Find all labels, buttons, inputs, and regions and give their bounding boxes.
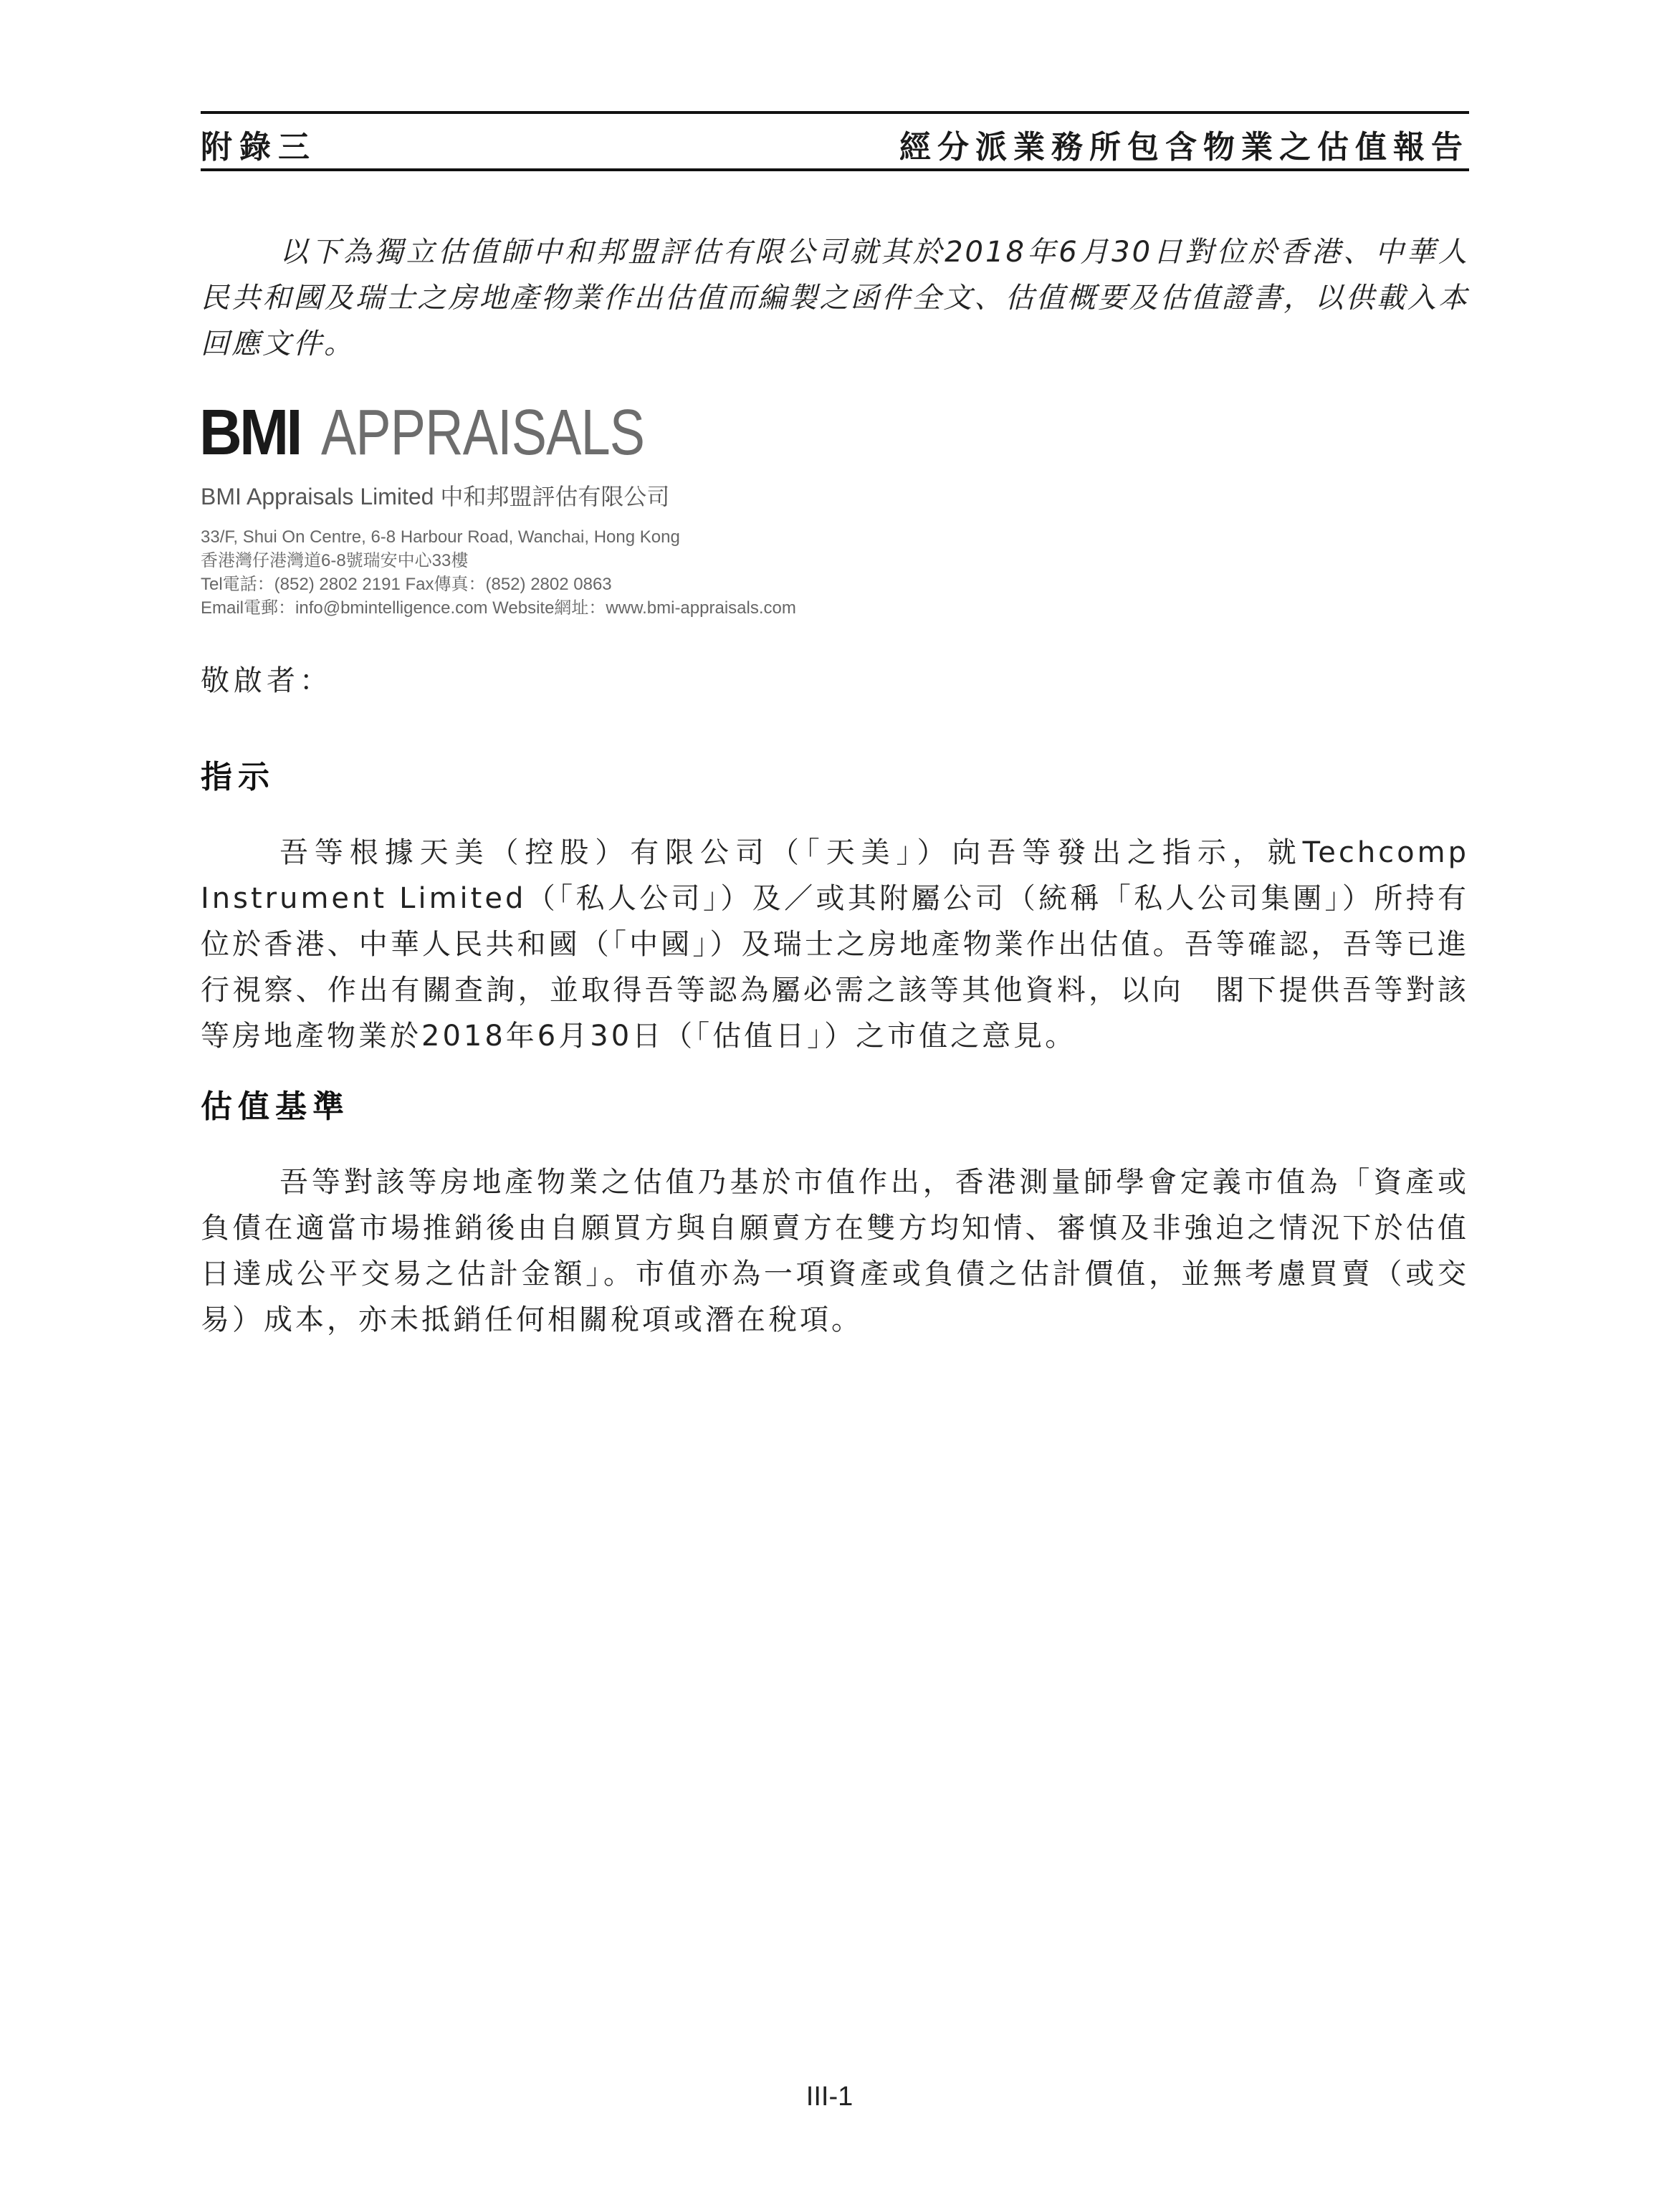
salutation: 敬啟者： (201, 664, 333, 697)
page-header (201, 111, 1469, 171)
section-body-instructions: 吾等根據天美（控股）有限公司（「天美」）向吾等發出之指示，就Techcomp Instrument Limited（「私人公司」）及／或其附屬公司（統稱「私人公司集團」）所持有位於香港、中華人民共和國（「中國」）及瑞士之房地產物業作出估值。吾等確認，吾等已進行視察、作出有關查詢，並取得吾等認為屬必需之該等其他資料，以向 閣下提供吾等對該等房地產物業於2018年6月30日（「估值日」）之市值之意見。 (201, 836, 1469, 1053)
section-heading-valuation-basis: 估值基準 (201, 1088, 350, 1125)
document-title: 經分派業務所包含物業之估值報告 (899, 129, 1469, 166)
email-website: Email電郵：info@bmintelligence.com Website網址：www.bmi-appraisals.com (201, 598, 796, 618)
company-name: BMI Appraisals Limited 中和邦盟評估有限公司 (201, 484, 670, 509)
bmi-logo (199, 396, 645, 470)
logo-bmi-text: BMI (199, 397, 300, 469)
address-chinese: 香港灣仔港灣道6-8號瑞安中心33樓 (201, 551, 469, 570)
page-number: III-1 (805, 2082, 854, 2112)
appendix-label: 附錄三 (201, 129, 317, 166)
section-heading-instructions: 指示 (201, 759, 275, 795)
contact-block (201, 525, 796, 620)
intro-paragraph: 以下為獨立估值師中和邦盟評估有限公司就其於2018年6月30日對位於香港、中華人民共和國及瑞士之房地產物業作出估值而編製之函件全文、估值概要及估值證書，以供載入本回應文件。 (201, 236, 1469, 360)
phone-fax: Tel電話：(852) 2802 2191 Fax傳真：(852) 2802 0863 (201, 575, 612, 594)
section-body-valuation-basis: 吾等對該等房地產物業之估值乃基於市值作出，香港測量師學會定義市值為「資產或負債在適當市場推銷後由自願買方與自願賣方在雙方均知情、審慎及非強迫之情況下於估值日達成公平交易之估計金額」。市值亦為一項資產或負債之估計價值，並無考慮買賣（或交易）成本，亦未抵銷任何相關稅項或潛在稅項。 (201, 1166, 1469, 1336)
address-english: 33/F, Shui On Centre, 6-8 Harbour Road, Wanchai, Hong Kong (201, 527, 680, 547)
logo-appraisals-text: APPRAISALS (321, 397, 645, 469)
